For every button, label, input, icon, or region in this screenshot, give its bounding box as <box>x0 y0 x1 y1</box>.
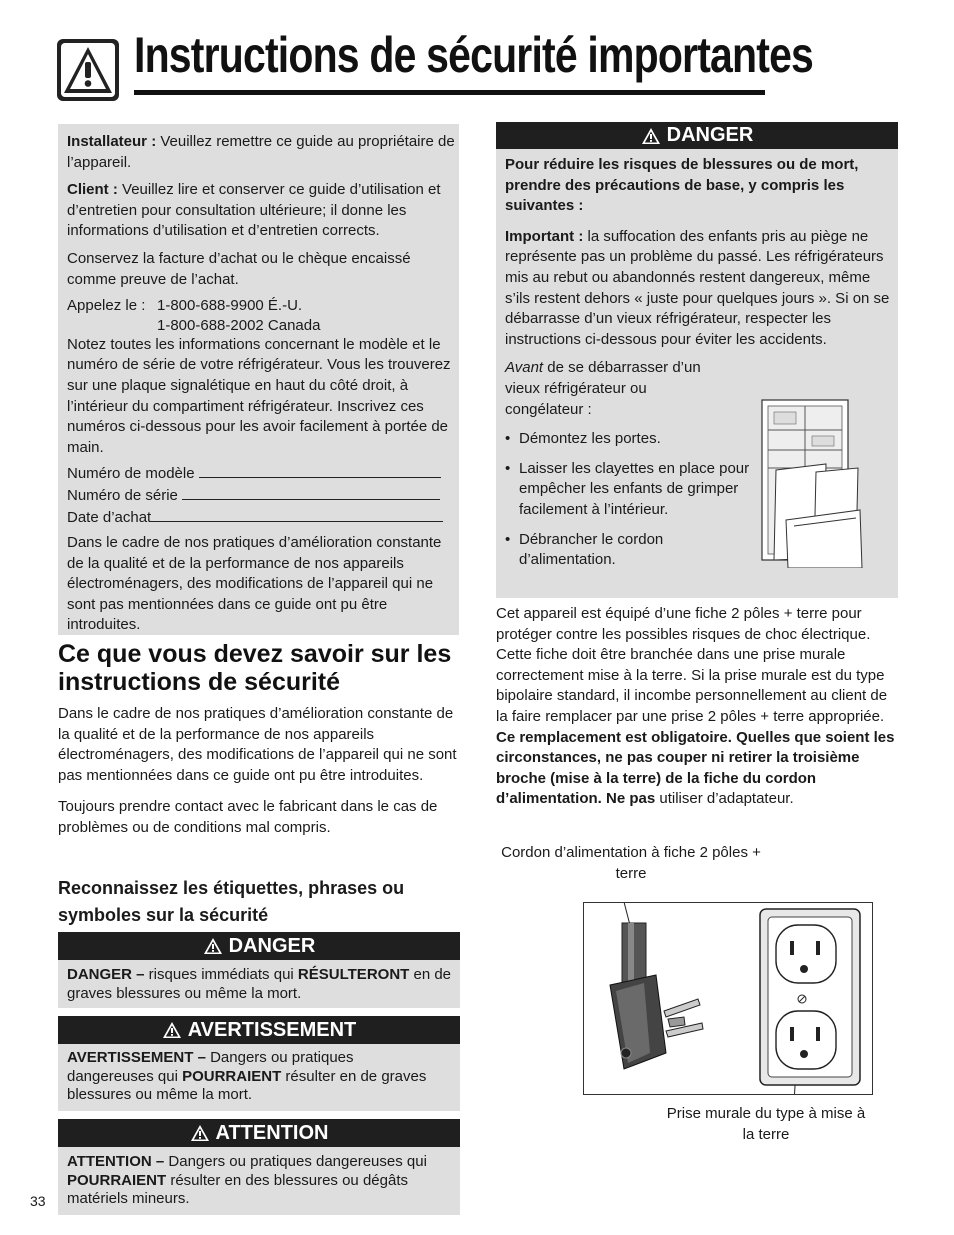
page-title: Instructions de sécurité importantes <box>134 27 814 83</box>
model-serial-note: Notez toutes les informations concernant le modèle et le numéro de série de votre réfrigérateur. Vous les trouverez sur une plaque signalétique en haut du côté droit, à l’intérieur du compartiment réfrigérateur. Inscrivez ces numéros ci-dessous pour les avoir facilement à portée de main. <box>67 335 451 456</box>
danger-signal-text: DANGER – risques immédiats qui RÉSULTERONT en de graves blessures ou même la mort. <box>67 966 452 1002</box>
attention-signal-label: ATTENTION <box>215 1121 329 1144</box>
page-number: 33 <box>30 1193 46 1209</box>
list-item: • Débrancher le cordon d’alimentation. <box>505 530 664 569</box>
avertissement-signal-bar <box>58 1016 460 1044</box>
section-paragraph-2: Toujours prendre contact avec le fabricant dans le cas de problèmes ou de conditions mal compris. <box>58 798 438 836</box>
title-underline <box>134 90 765 95</box>
danger-intro: Pour réduire les risques de blessures ou de mort, prendre des précautions de base, y compris les suivantes : <box>505 156 859 215</box>
list-item: • Laisser les clayettes en place pour empêcher les enfants de grimper facilement à l’intérieur. <box>505 459 750 518</box>
safety-labels-subheading: Reconnaissez les étiquettes, phrases ou symboles sur la sécurité <box>58 878 405 925</box>
warning-icon <box>641 127 661 145</box>
call-label: Appelez le : <box>67 297 146 315</box>
attention-signal-box <box>58 1147 460 1215</box>
improvement-note: Dans le cadre de nos pratiques d’amélioration constante de la qualité et de la performance de nos appareils électroménagers, des modifications de l’appareil qui ne sont pas mentionnées dans ce guide ont pu être introduites. <box>67 534 442 634</box>
section-paragraph-1: Dans le cadre de nos pratiques d’amélioration constante de la qualité et de la performance de nos appareils électroménagers, des modifications de l’appareil qui ne sont pas mentionnées dans ce guide ont pu être introduites. <box>58 705 457 784</box>
disposal-bullets <box>505 429 751 571</box>
phone-canada: 1-800-688-2002 Canada <box>157 316 321 334</box>
section-body <box>58 704 462 839</box>
model-number-field: Numéro de modèle <box>67 463 455 485</box>
client-note: Client : Veuillez lire et conserver ce guide d’utilisation et d’entretien pour consultation ultérieure; il donne les informations d’utilisation et d’entretien corrects. <box>67 181 441 240</box>
installer-info-box <box>58 124 459 635</box>
phone-numbers <box>67 296 455 335</box>
before-disposal-note: Avant de se débarrasser d’un vieux réfrigérateur ou congélateur : <box>505 359 701 418</box>
purchase-date-field: Date d’achat <box>67 507 455 529</box>
avertissement-signal-text: AVERTISSEMENT – Dangers ou pratiques dangereuses qui POURRAIENT résulter en de graves blessures ou même la mort. <box>67 1049 427 1104</box>
warning-triangle-icon <box>56 38 120 102</box>
phone-us: 1-800-688-9900 É.-U. <box>157 297 303 315</box>
grounding-paragraph: Cet appareil est équipé d’une fiche 2 pôles + terre pour protéger contre les possibles risques de choc électrique. Cette fiche doit être branchée dans une prise murale correctement mise à la terre. Si la prise murale est du type bipolaire standard, il incombe personnellement au client de la faire remplacer par une prise 2 pôles + terre appropriée. Ce remplacement est obligatoire. Quelles que soient les circonstances, ne pas couper ni retirer la troisième broche (mise à la terre) de la fiche du cordon d’alimentation. Ne pas utiliser d’adaptateur. <box>496 605 895 808</box>
attention-signal-bar <box>58 1119 460 1147</box>
receipt-note: Conservez la facture d’achat ou le chèque encaissé comme preuve de l’achat. <box>67 249 411 288</box>
serial-number-field: Numéro de série <box>67 485 455 507</box>
avertissement-signal-box <box>58 1044 460 1111</box>
plug-and-outlet-illustration <box>583 902 873 1095</box>
danger-signal-box <box>58 960 460 1008</box>
warning-icon <box>190 1124 210 1142</box>
outlet-caption: Prise murale du type à mise à la terre <box>666 1105 866 1143</box>
danger-signal-label: DANGER <box>228 934 316 957</box>
danger-box-label: DANGER <box>666 124 754 146</box>
list-item: • Démontez les portes. <box>505 430 661 448</box>
avertissement-signal-label: AVERTISSEMENT <box>187 1018 357 1041</box>
danger-signal-bar <box>58 932 460 960</box>
section-heading: Ce que vous devez savoir sur les instructions de sécurité <box>58 640 452 696</box>
important-note: Important : la suffocation des enfants pris au piège ne représente pas un problème du passé. Les réfrigérateurs mis au rebut ou abandonnés restent dangereux, même s’ils restent dehors « juste pour quelques jours ». Si on se débarrasse d’un vieux réfrigérateur, respecter les instructions ci-dessous pour éviter les accidents. <box>505 227 890 348</box>
installer-note: Installateur : Veuillez remettre ce guide au propriétaire de l’appareil. <box>67 133 455 171</box>
power-cord-caption: Cordon d’alimentation à fiche 2 pôles + terre <box>501 844 761 882</box>
warning-icon <box>162 1021 182 1039</box>
danger-box-bar <box>496 122 898 149</box>
attention-signal-text: ATTENTION – Dangers ou pratiques dangereuses qui POURRAIENT résulter en des blessures ou dégâts matériels mineurs. <box>67 1153 427 1208</box>
warning-icon <box>203 937 223 955</box>
refrigerator-illustration <box>760 398 864 568</box>
